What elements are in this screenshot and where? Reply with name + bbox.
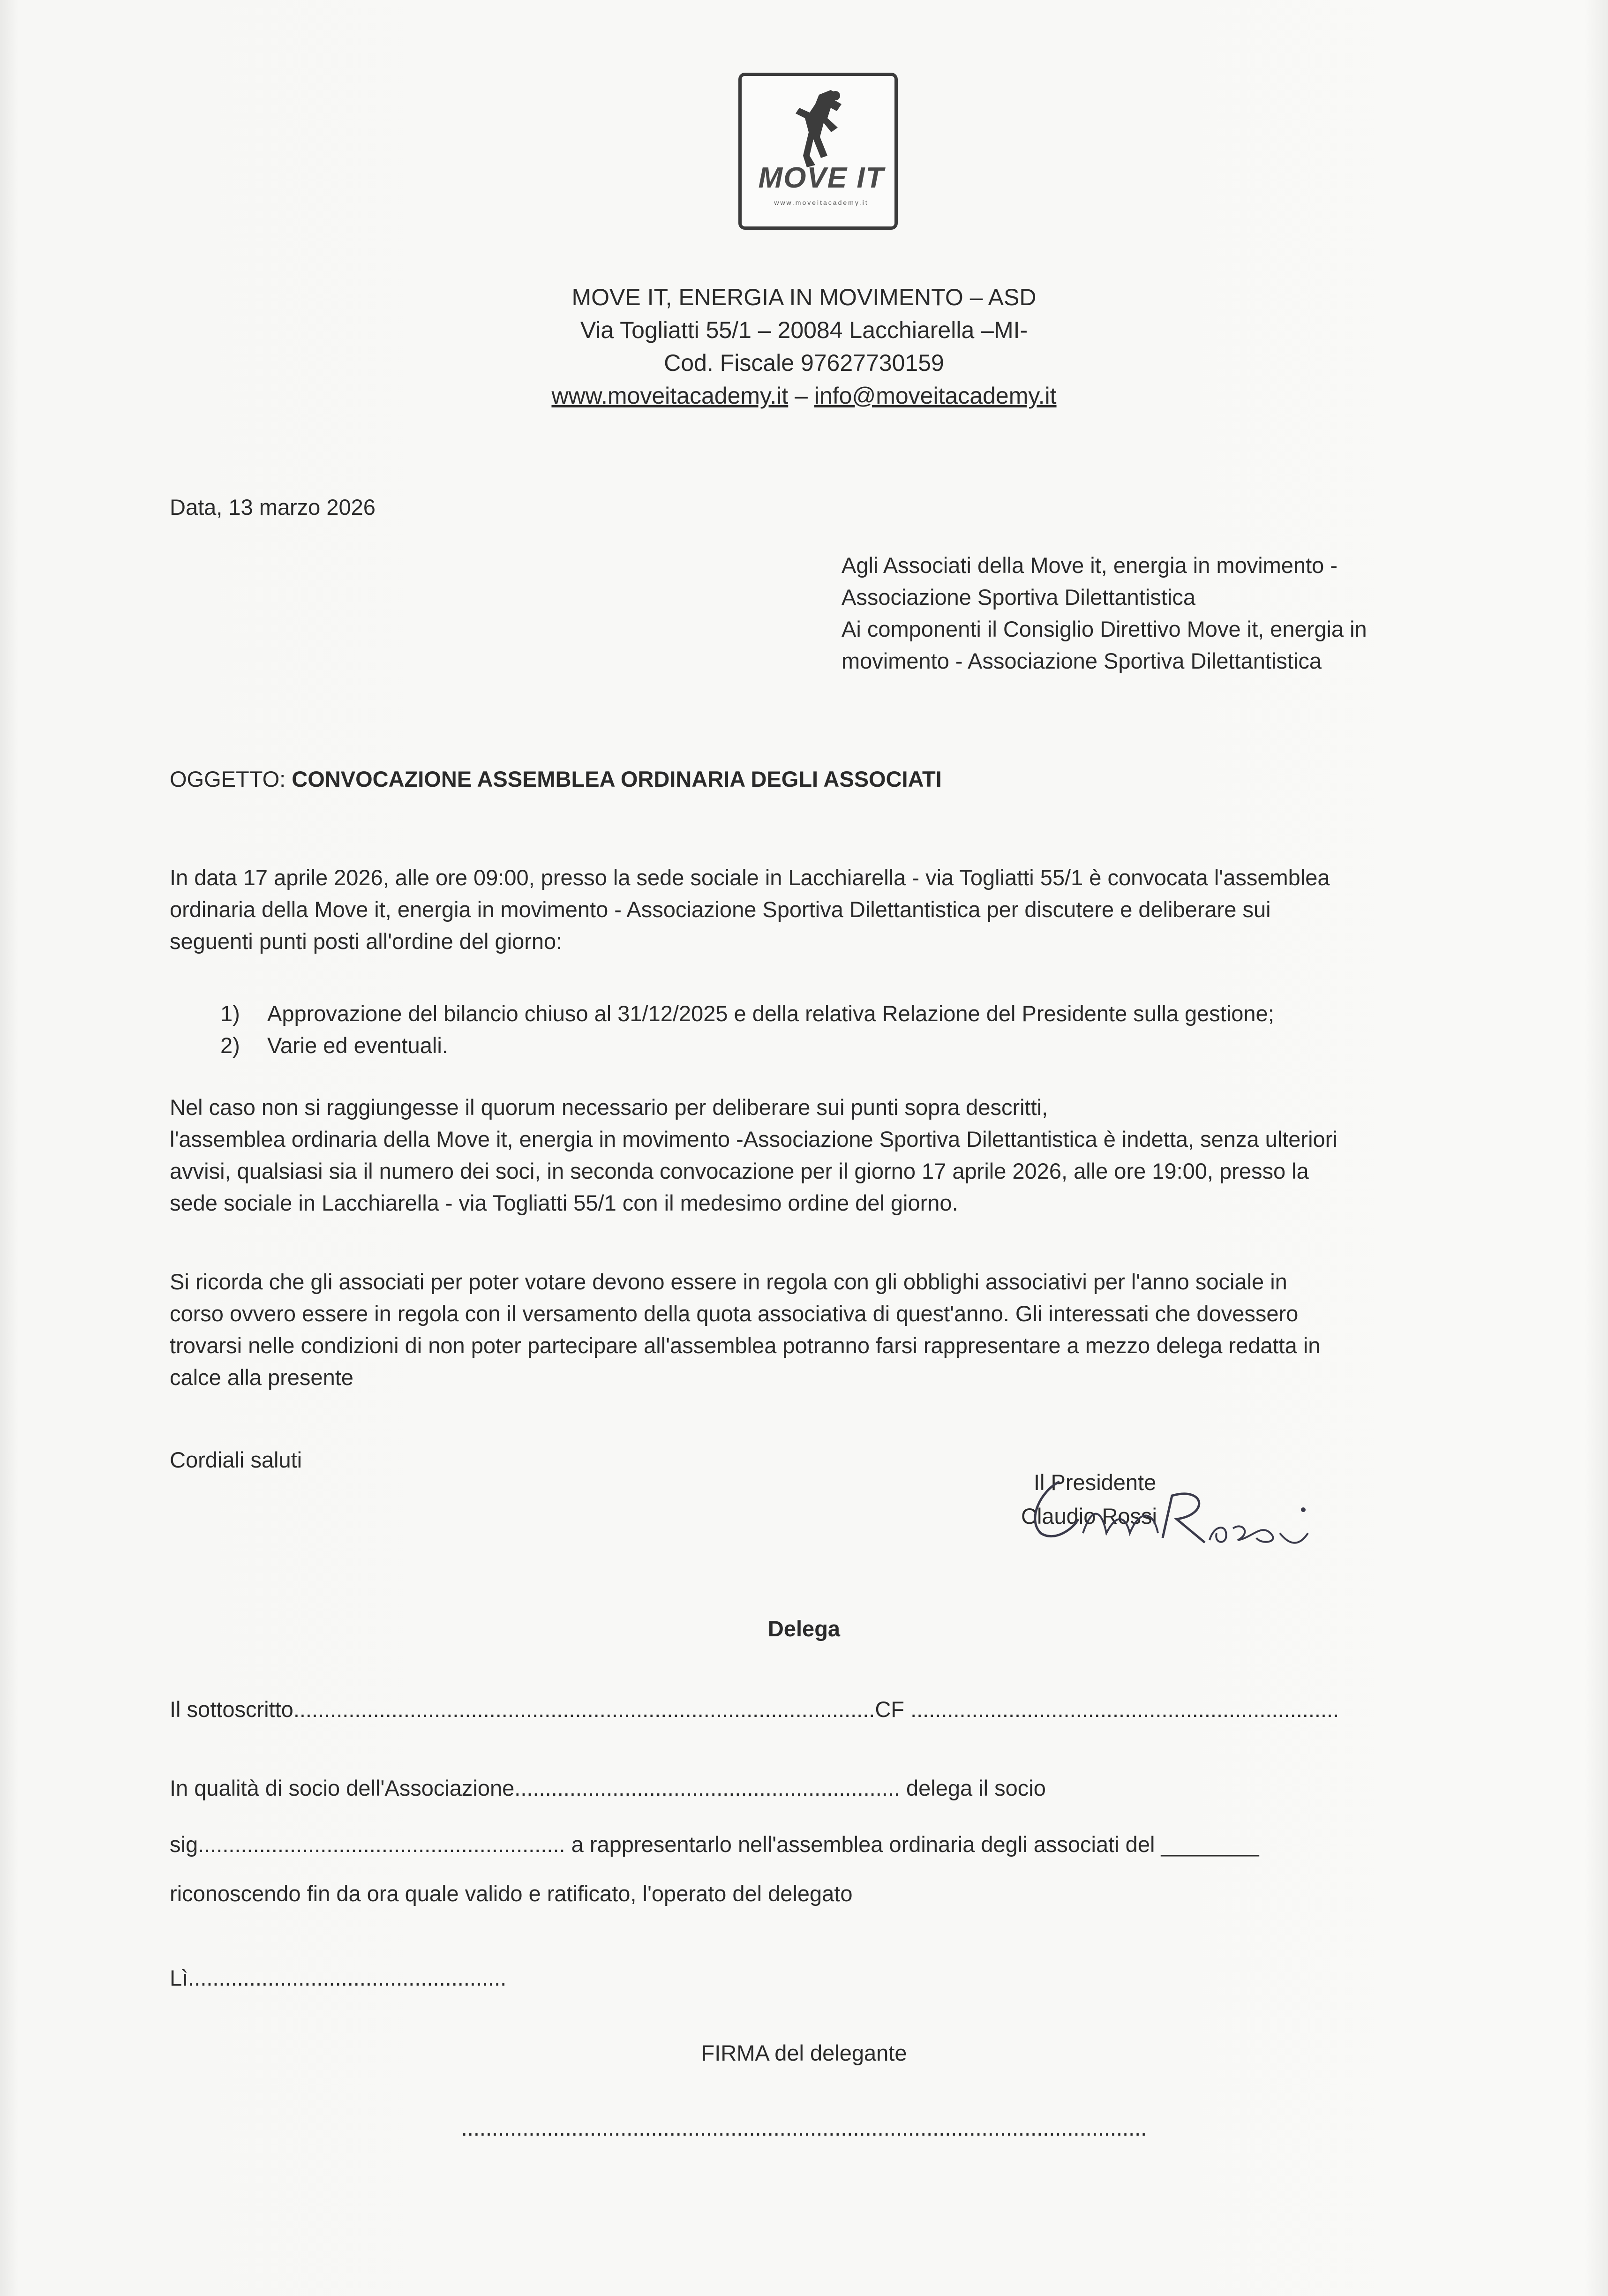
reminder-paragraph — [170, 1266, 1464, 1393]
header-line-2: Via Togliatti 55/1 – 20084 Lacchiarella –MI- — [580, 317, 1028, 343]
president-name: Claudio Rossi — [1021, 1504, 1157, 1528]
firma-field[interactable]: ................................................................................................................ — [461, 2115, 1147, 2140]
recipient-line: Associazione Sportiva Dilettantistica — [842, 585, 1195, 610]
logo-brand-text: MOVE IT — [758, 162, 885, 194]
agenda-number: 2) — [220, 1033, 240, 1058]
li-line — [170, 1962, 506, 1994]
paragraph-line: avvisi, qualsiasi sia il numero dei soci, in seconda convocazione per il giorno 17 aprile 2026, alle ore 19:00, presso la — [170, 1159, 1309, 1183]
agenda-number: 1) — [220, 1001, 240, 1026]
subject-text: CONVOCAZIONE ASSEMBLEA ORDINARIA DEGLI ASSOCIATI — [292, 767, 942, 791]
subject-line — [170, 763, 942, 795]
paragraph-line: corso ovvero essere in regola con il versamento della quota associativa di quest'anno. Gli interessati che dovessero — [170, 1301, 1299, 1326]
paragraph-line: l'assemblea ordinaria della Move it, energia in movimento -Associazione Sportiva Dilettantistica è indetta, senza ulteriori — [170, 1127, 1337, 1152]
sig-label: sig — [170, 1832, 198, 1857]
recipient-line: Agli Associati della Move it, energia in movimento - — [842, 553, 1337, 578]
intro-paragraph — [170, 862, 1464, 957]
recipient-line: Ai componenti il Consiglio Direttivo Move it, energia in — [842, 617, 1367, 641]
handwritten-signature — [1008, 1463, 1336, 1571]
socio-label: In qualità di socio dell'Associazione — [170, 1776, 515, 1800]
recipients-block — [842, 550, 1451, 677]
delega-line-4: riconoscendo fin da ora quale valido e ratificato, l'operato del delegato — [170, 1881, 853, 1906]
paragraph-line: In data 17 aprile 2026, alle ore 09:00, presso la sede sociale in Lacchiarella - via Togliatti 55/1 è convocata l'assemblea — [170, 865, 1330, 890]
logo-url-text: www.moveitacademy.it — [774, 199, 869, 206]
president-title: Il Presidente — [1034, 1470, 1157, 1495]
sottoscritto-label: Il sottoscritto — [170, 1697, 293, 1722]
paragraph-line: calce alla presente — [170, 1365, 353, 1390]
paragraph-line: Si ricorda che gli associati per poter votare devono essere in regola con gli obblighi associativi per l'anno sociale in — [170, 1269, 1287, 1294]
email-link[interactable]: info@moveitacademy.it — [814, 383, 1057, 409]
agenda-text: Approvazione del bilancio chiuso al 31/12/2025 e della relativa Relazione del Presidente sulla gestione; — [267, 1001, 1274, 1026]
rappresentarlo-text: a rappresentarlo nell'assemblea ordinaria degli associati del — [571, 1832, 1155, 1857]
agenda-text: Varie ed eventuali. — [267, 1033, 448, 1058]
li-label: Lì — [170, 1965, 188, 1990]
paragraph-line: sede sociale in Lacchiarella - via Togliatti 55/1 con il medesimo ordine del giorno. — [170, 1190, 958, 1215]
li-field[interactable]: .................................................... — [188, 1965, 507, 1990]
agenda-item — [220, 998, 1486, 1030]
closing-text: Cordiali saluti — [170, 1447, 302, 1472]
letter-date: Data, 13 marzo 2026 — [170, 495, 376, 519]
cf-label: CF — [875, 1697, 904, 1722]
recipient-line: movimento - Associazione Sportiva Dilettantistica — [842, 648, 1322, 673]
delega-title: Delega — [767, 1616, 841, 1641]
associazione-field[interactable]: ............................................................... — [514, 1776, 900, 1800]
cf-field[interactable]: ...................................................................... — [910, 1697, 1339, 1722]
sig-field[interactable]: ............................................................ — [198, 1832, 565, 1857]
sottoscritto-field[interactable]: ............................................................................................... — [293, 1697, 875, 1722]
subject-label: OGGETTO: — [170, 767, 286, 791]
paragraph-line: seguenti punti posti all'ordine del giorno: — [170, 929, 563, 954]
paragraph-line: ordinaria della Move it, energia in movimento - Associazione Sportiva Dilettantistica per discutere e deliberare sui — [170, 897, 1271, 922]
delega-line-3 — [170, 1829, 1501, 1860]
paragraph-line: Nel caso non si raggiungesse il quorum necessario per deliberare sui punti sopra descritti, — [170, 1095, 1048, 1120]
header-line-3: Cod. Fiscale 97627730159 — [664, 350, 944, 376]
delega-line-1 — [170, 1694, 1478, 1725]
agenda-item — [220, 1030, 1486, 1061]
website-link[interactable]: www.moveitacademy.it — [551, 383, 789, 409]
moveit-logo — [738, 73, 898, 230]
link-separator: – — [788, 383, 814, 409]
firma-label: FIRMA del delegante — [701, 2040, 907, 2065]
delega-socio-label: delega il socio — [906, 1776, 1046, 1800]
assemblea-date-field[interactable]: ________ — [1161, 1832, 1259, 1857]
agenda-list — [220, 998, 1486, 1061]
quorum-paragraph — [170, 1092, 1464, 1219]
delega-line-2 — [170, 1772, 1478, 1804]
paragraph-line: trovarsi nelle condizioni di non poter partecipare all'assemblea potranno farsi rappresentare a mezzo delega redatta in — [170, 1333, 1321, 1358]
header-links — [0, 380, 1608, 412]
header-line-1: MOVE IT, ENERGIA IN MOVIMENTO – ASD — [571, 284, 1037, 310]
